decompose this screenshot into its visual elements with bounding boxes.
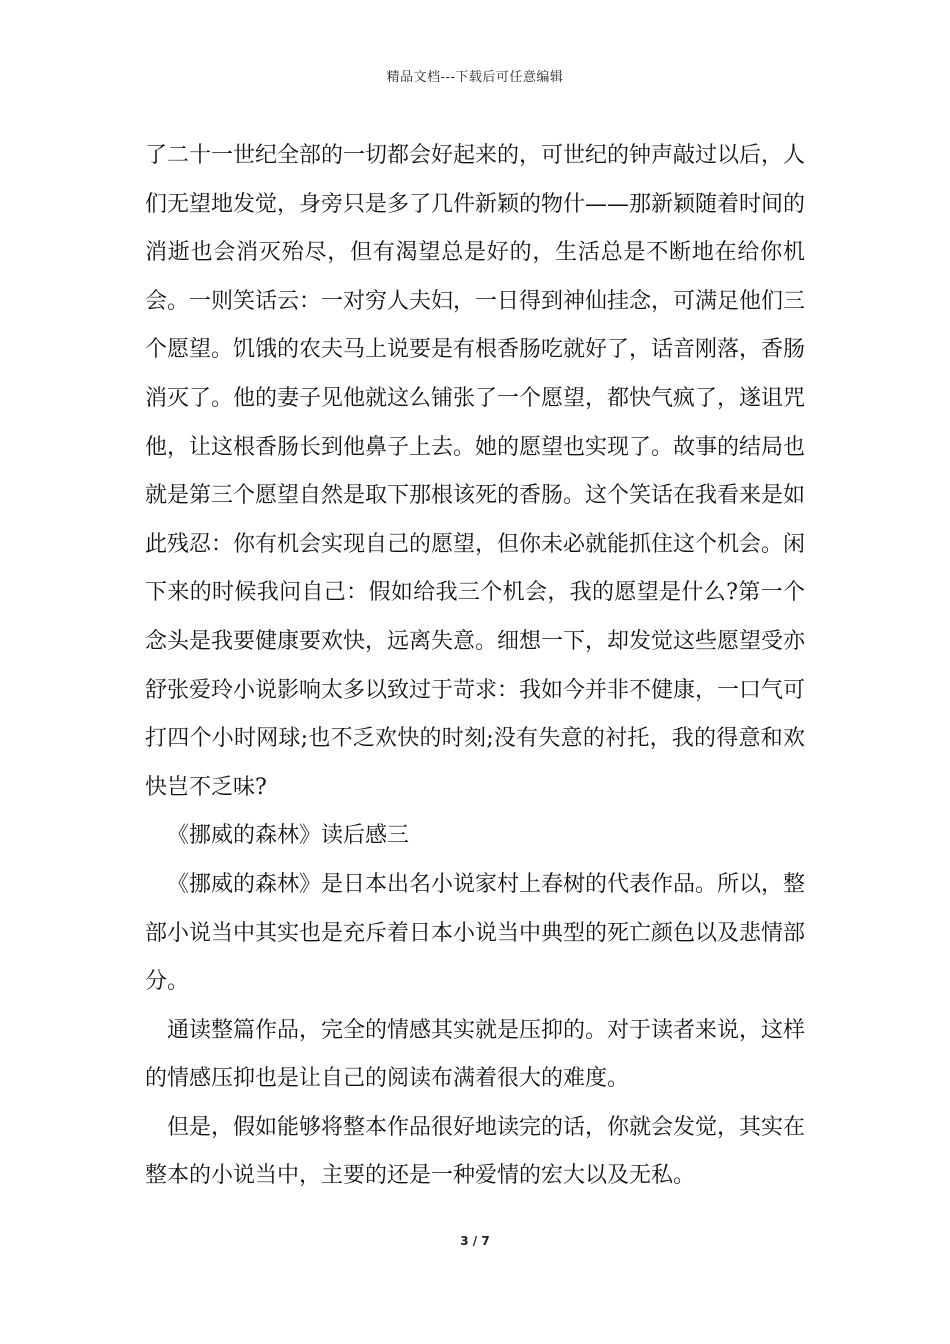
- body-paragraph: 但是，假如能够将整本作品很好地读完的话，你就会发觉，其实在整本的小说当中，主要的还是一种爱情的宏大以及无私。: [145, 1114, 806, 1189]
- document-body: [145, 132, 805, 1201]
- page-header: 精品文档---下载后可任意编辑: [386, 70, 564, 85]
- body-paragraph: 《挪威的森林》是日本出名小说家村上春树的代表作品。所以，整部小说当中其实也是充斥着日本小说当中典型的死亡颜色以及悲情部分。: [145, 871, 806, 995]
- body-paragraph: 通读整篇作品，完全的情感其实就是压抑的。对于读者来说，这样的情感压抑也是让自己的阅读布满着很大的难度。: [145, 1017, 806, 1092]
- page-number: 3 / 7: [460, 1234, 490, 1248]
- body-paragraph: 了二十一世纪全部的一切都会好起来的，可世纪的钟声敲过以后，人们无望地发觉，身旁只是多了几件新颖的物什——那新颖随着时间的消逝也会消灭殆尽，但有渴望总是好的，生活总是不断地在给你机会。一则笑话云：一对穷人夫妇，一日得到神仙挂念，可满足他们三个愿望。饥饿的农夫马上说要是有根香肠吃就好了，话音刚落，香肠消灭了。他的妻子见他就这么铺张了一个愿望，都快气疯了，遂诅咒他，让这根香肠长到他鼻子上去。她的愿望也实现了。故事的结局也就是第三个愿望自然是取下那根该死的香肠。这个笑话在我看来是如此残忍：你有机会实现自己的愿望，但你未必就能抓住这个机会。闲下来的时候我问自己：假如给我三个机会，我的愿望是什么?第一个念头是我要健康要欢快，远离失意。细想一下，却发觉这些愿望受亦舒张爱玲小说影响太多以致过于苛求：我如今并非不健康，一口气可打四个小时网球;也不乏欢快的时刻;没有失意的衬托，我的得意和欢快岂不乏味?: [145, 143, 806, 800]
- section-title: 《挪威的森林》读后感三: [167, 823, 410, 849]
